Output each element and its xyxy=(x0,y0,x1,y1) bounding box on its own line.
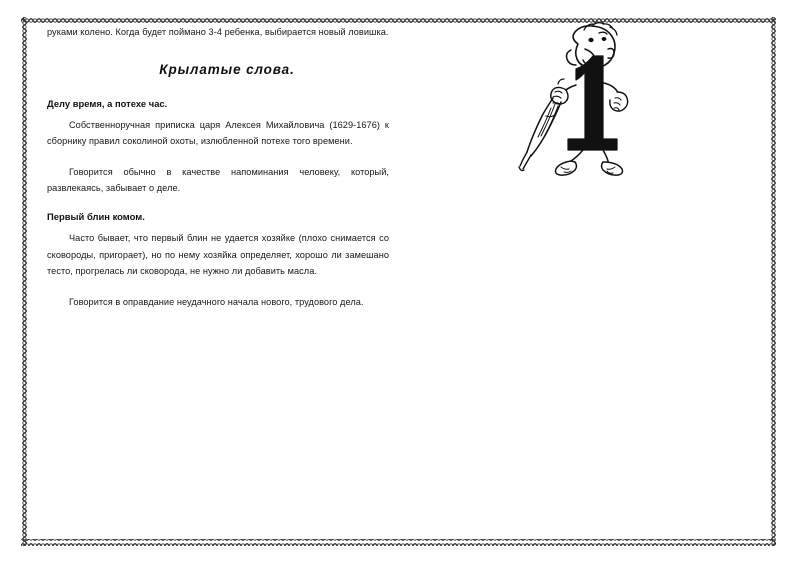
eye-left xyxy=(588,38,593,42)
character-legs-and-shoes xyxy=(556,150,623,175)
spacer xyxy=(47,222,389,230)
text-column xyxy=(47,24,389,310)
spacer xyxy=(47,109,389,117)
spacer xyxy=(47,77,389,98)
section-heading-1: Делу время, а потехе час. xyxy=(47,97,168,109)
character-right-arm xyxy=(604,83,628,111)
section-2-paragraph-2: Говорится в оправдание неудачного начала нового, трудового дела. xyxy=(69,296,364,307)
border-left xyxy=(21,17,28,546)
illustration-numeral-one-character xyxy=(505,22,655,194)
border-top xyxy=(21,17,776,24)
eye-right xyxy=(602,37,607,41)
section-2-paragraph-1: Часто бывает, что первый блин не удается хозяйке (плохо снимается со сковороды, пригорает), но по нему хозяйка определяет, хорошо ли замешано тесто, прогрелась ли сковорода, не нужно ли добавить масла. xyxy=(47,232,389,277)
section-heading-2: Первый блин комом. xyxy=(47,210,145,222)
spacer xyxy=(47,41,389,62)
umbrella xyxy=(519,98,561,171)
section-1-paragraph-2: Говорится обычно в качестве напоминания человеку, который, развлекаясь, забывает о деле. xyxy=(47,166,389,194)
spacer xyxy=(47,280,389,294)
spacer xyxy=(47,197,389,211)
character-left-arm xyxy=(551,79,576,104)
section-1-paragraph-1: Собственноручная приписка царя Алексея Михайловича (1629-1676) к сборнику правил соколиной охоты, излюбленной потехе того времени. xyxy=(47,119,389,147)
border-bottom xyxy=(21,539,776,546)
page-title: Крылатые слова. xyxy=(159,61,295,77)
carryover-paragraph: руками колено. Когда будет поймано 3-4 ребенка, выбирается новый ловишка. xyxy=(47,27,389,37)
border-right xyxy=(769,17,776,546)
spacer xyxy=(47,150,389,164)
